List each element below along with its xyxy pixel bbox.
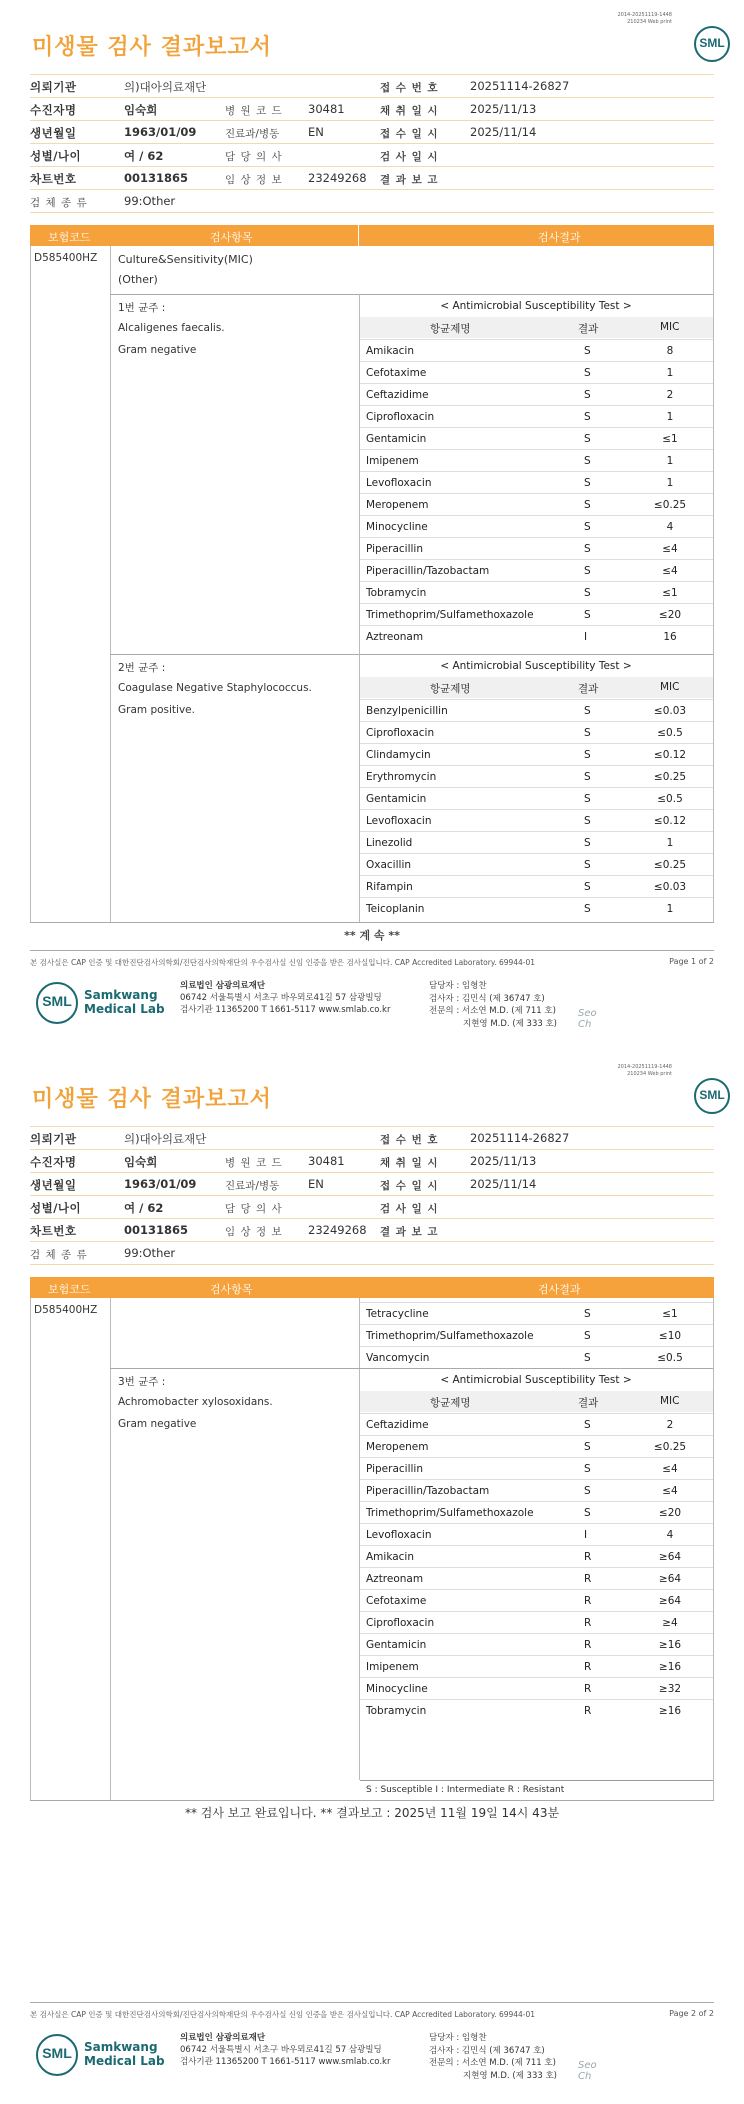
lab-address: 의료법인 삼광의료재단 06742 서울특별시 서초구 바우뫼로41길 57 삼광빌딩 검사기관 11365200 T 1661-5117 www.smlab.co.kr — [180, 981, 391, 1015]
susceptibility-result: S — [584, 477, 591, 489]
ast-title: < Antimicrobial Susceptibility Test > — [440, 1374, 632, 1386]
mic-value: ≥16 — [658, 1661, 682, 1673]
susceptibility-result: S — [584, 749, 591, 761]
table-row — [360, 1589, 713, 1612]
antibiotic-name: Piperacillin/Tazobactam — [366, 565, 490, 577]
antibiotic-name: Minocycline — [366, 521, 428, 533]
page-number: Page 2 of 2 — [669, 2009, 714, 2018]
table-row — [360, 1346, 713, 1369]
organism-3-name: Achromobacter xylosoxidans. — [118, 1396, 273, 1408]
lab-name: Samkwang Medical Lab — [84, 2040, 165, 2068]
mic-value: ≥16 — [658, 1639, 682, 1651]
table-row — [360, 875, 713, 898]
table-row — [360, 405, 713, 428]
mic-value: ≤1 — [662, 587, 678, 599]
mic-value: ≤0.12 — [653, 749, 687, 761]
organism-2-label: 2번 균주 : — [118, 662, 166, 674]
susceptibility-result: I — [584, 631, 588, 643]
susceptibility-result: S — [584, 815, 591, 827]
antibiotic-name: Gentamicin — [366, 1639, 427, 1651]
mic-value: ≤0.5 — [657, 727, 683, 739]
table-row — [360, 897, 713, 920]
mic-value: ≥64 — [658, 1551, 682, 1563]
mic-value: ≥16 — [658, 1705, 682, 1717]
mic-value: ≤4 — [662, 1485, 678, 1497]
antibiotic-name: Tobramycin — [366, 1705, 427, 1717]
antibiotic-name: Piperacillin — [366, 543, 423, 555]
table-row — [360, 361, 713, 384]
mic-value: ≤0.03 — [653, 705, 687, 717]
antibiotic-name: Cefotaxime — [366, 1595, 427, 1607]
susceptibility-result: S — [584, 345, 591, 357]
mic-value: ≤0.25 — [653, 1441, 687, 1453]
mic-value: 4 — [666, 1529, 674, 1541]
mic-value: ≥64 — [658, 1595, 682, 1607]
table-row — [360, 1501, 713, 1524]
table-row — [360, 383, 713, 406]
page-number: Page 1 of 2 — [669, 957, 714, 966]
susceptibility-result: S — [584, 499, 591, 511]
mic-value: ≤1 — [662, 433, 678, 445]
antibiotic-name: Ceftazidime — [366, 1419, 429, 1431]
antibiotic-name: Benzylpenicillin — [366, 705, 448, 717]
table-row — [360, 581, 713, 604]
table-row — [360, 427, 713, 450]
patient-info-table: 의뢰기관 의)대아의료재단 접 수 번 호 20251114-26827 수진자명 임숙희 병 원 코 드 30481 채 취 일 시 2025/11/13 생년월일 1963/01/09 진료과/병동 EN 접 수 일 시 2025/11/14 성별/나이 여 / 62 담 당 의 사 검 사 일 시 차트번호 00131865 임 상 정 보 23249268 결 과 보 고 검 체 종 류 99:Other — [30, 1126, 714, 1265]
mic-value: ≤0.5 — [657, 793, 683, 805]
antibiotic-name: Imipenem — [366, 1661, 419, 1673]
antibiotic-name: Vancomycin — [366, 1352, 430, 1364]
susceptibility-result: S — [584, 1485, 591, 1497]
antibiotic-name: Trimethoprim/Sulfamethoxazole — [366, 609, 534, 621]
table-row — [360, 1413, 713, 1436]
table-row — [360, 471, 713, 494]
antibiotic-name: Aztreonam — [366, 631, 424, 643]
susceptibility-result: R — [584, 1573, 592, 1585]
mic-value: ≤10 — [658, 1330, 682, 1342]
table-row — [360, 1633, 713, 1656]
result-table-header: 보험코드 검사항목 검사결과 — [30, 225, 714, 246]
mic-value: ≥4 — [662, 1617, 678, 1629]
mic-value: ≤4 — [662, 565, 678, 577]
antibiotic-name: Piperacillin — [366, 1463, 423, 1475]
mic-value: ≤20 — [658, 609, 682, 621]
table-row — [360, 765, 713, 788]
mic-value: ≥32 — [658, 1683, 682, 1695]
mic-value: 4 — [666, 521, 674, 533]
report-title: 미생물 검사 결과보고서 — [32, 35, 272, 60]
table-row — [360, 1611, 713, 1634]
organism-2-name: Coagulase Negative Staphylococcus. — [118, 682, 312, 694]
susceptibility-result: S — [584, 521, 591, 533]
table-row — [360, 1435, 713, 1458]
mic-value: ≤0.25 — [653, 771, 687, 783]
susceptibility-result: S — [584, 455, 591, 467]
table-row — [360, 625, 713, 648]
organism-3-label: 3번 균주 : — [118, 1376, 166, 1388]
print-stamp: 2014-20251119-1448 210234 Web print — [617, 1064, 672, 1077]
mic-value: ≤0.5 — [657, 1352, 683, 1364]
ast-column-header: 항균제명 결과 MIC — [360, 317, 713, 338]
sml-logo: SML — [694, 26, 730, 62]
susceptibility-result: S — [584, 433, 591, 445]
susceptibility-result: S — [584, 903, 591, 915]
mic-value: ≤0.12 — [653, 815, 687, 827]
lab-name: Samkwang Medical Lab — [84, 988, 165, 1016]
antibiotic-name: Teicoplanin — [366, 903, 425, 915]
report-complete-note: ** 검사 보고 완료입니다. ** 결과보고 : 2025년 11월 19일 14시 43분 — [184, 1806, 560, 1820]
mic-value: ≤4 — [662, 1463, 678, 1475]
organism-1-label: 1번 균주 : — [118, 302, 166, 314]
accreditation-note: 본 검사실은 CAP 인증 및 대한진단검사의학회/진단검사의학재단의 우수검사실 신임 인증을 받은 검사실입니다. CAP Accredited Laboratory. 69944-01 — [30, 958, 536, 967]
organism-1-gram: Gram negative — [118, 344, 197, 356]
antibiotic-name: Minocycline — [366, 1683, 428, 1695]
report-page-2 — [0, 1052, 744, 2104]
mic-value: 1 — [666, 455, 674, 467]
table-row — [360, 1677, 713, 1700]
table-row — [360, 1545, 713, 1568]
table-row — [360, 831, 713, 854]
susceptibility-result: S — [584, 793, 591, 805]
antibiotic-name: Imipenem — [366, 455, 419, 467]
ast-title: < Antimicrobial Susceptibility Test > — [440, 300, 632, 312]
table-row — [360, 493, 713, 516]
table-row — [360, 809, 713, 832]
table-row — [360, 853, 713, 876]
susceptibility-result: R — [584, 1551, 592, 1563]
table-row — [360, 1302, 713, 1325]
mic-value: 8 — [666, 345, 674, 357]
sml-logo: SML — [694, 1078, 730, 1114]
antibiotic-name: Trimethoprim/Sulfamethoxazole — [366, 1507, 534, 1519]
antibiotic-name: Rifampin — [366, 881, 413, 893]
result-legend: S : Susceptible I : Intermediate R : Resistant — [366, 1785, 565, 1795]
result-table-header: 보험코드 검사항목 검사결과 — [30, 1277, 714, 1298]
table-row — [360, 1655, 713, 1678]
organism-1-name: Alcaligenes faecalis. — [118, 322, 225, 334]
test-name: Culture&Sensitivity(MIC) — [118, 253, 253, 266]
susceptibility-result: R — [584, 1683, 592, 1695]
table-row — [360, 1567, 713, 1590]
susceptibility-result: S — [584, 587, 591, 599]
table-row — [360, 449, 713, 472]
susceptibility-result: S — [584, 1507, 591, 1519]
table-row — [360, 699, 713, 722]
antibiotic-name: Gentamicin — [366, 433, 427, 445]
susceptibility-result: S — [584, 1419, 591, 1431]
antibiotic-name: Cefotaxime — [366, 367, 427, 379]
susceptibility-result: R — [584, 1661, 592, 1673]
susceptibility-result: S — [584, 1463, 591, 1475]
antibiotic-name: Clindamycin — [366, 749, 431, 761]
susceptibility-result: S — [584, 609, 591, 621]
table-row — [360, 559, 713, 582]
antibiotic-name: Levofloxacin — [366, 477, 432, 489]
susceptibility-result: S — [584, 859, 591, 871]
mic-value: ≤1 — [662, 1308, 678, 1320]
susceptibility-result: R — [584, 1705, 592, 1717]
table-row — [360, 339, 713, 362]
antibiotic-name: Ciprofloxacin — [366, 727, 435, 739]
ast-title: < Antimicrobial Susceptibility Test > — [440, 660, 632, 672]
antibiotic-name: Piperacillin/Tazobactam — [366, 1485, 490, 1497]
ast-column-header: 항균제명 결과 MIC — [360, 677, 713, 698]
susceptibility-result: S — [584, 881, 591, 893]
susceptibility-result: S — [584, 1441, 591, 1453]
continued-note: ** 계 속 ** — [344, 929, 400, 942]
susceptibility-result: S — [584, 837, 591, 849]
antibiotic-name: Amikacin — [366, 345, 415, 357]
samkwang-logo: SML — [36, 982, 81, 1024]
antibiotic-name: Gentamicin — [366, 793, 427, 805]
mic-value: ≤0.25 — [653, 859, 687, 871]
accreditation-note: 본 검사실은 CAP 인증 및 대한진단검사의학회/진단검사의학재단의 우수검사실 신임 인증을 받은 검사실입니다. CAP Accredited Laboratory. 69944-01 — [30, 2010, 536, 2019]
susceptibility-result: I — [584, 1529, 588, 1541]
antibiotic-name: Oxacillin — [366, 859, 412, 871]
mic-value: ≤4 — [662, 543, 678, 555]
antibiotic-name: Linezolid — [366, 837, 413, 849]
report-title: 미생물 검사 결과보고서 — [32, 1087, 272, 1112]
susceptibility-result: S — [584, 771, 591, 783]
susceptibility-result: S — [584, 1330, 591, 1342]
table-row — [360, 603, 713, 626]
organism-2-gram: Gram positive. — [118, 704, 195, 716]
susceptibility-result: S — [584, 389, 591, 401]
mic-value: 1 — [666, 903, 674, 915]
antibiotic-name: Ciprofloxacin — [366, 1617, 435, 1629]
antibiotic-name: Ceftazidime — [366, 389, 429, 401]
table-row — [360, 1324, 713, 1347]
antibiotic-name: Levofloxacin — [366, 815, 432, 827]
antibiotic-name: Ciprofloxacin — [366, 411, 435, 423]
susceptibility-result: S — [584, 705, 591, 717]
mic-value: ≤20 — [658, 1507, 682, 1519]
table-row — [360, 721, 713, 744]
table-row — [360, 1523, 713, 1546]
insurance-code: D585400HZ — [34, 252, 98, 264]
signature: Seo Ch — [578, 2060, 597, 2082]
mic-value: 16 — [663, 631, 677, 643]
samkwang-logo: SML — [36, 2034, 81, 2076]
lab-staff: 담당자 : 임형찬 검사자 : 김민식 (제 36747 호) 전문의 : 서소연 M.D. (제 711 호) 지현영 M.D. (제 333 호) — [429, 981, 558, 1029]
table-row — [360, 1457, 713, 1480]
antibiotic-name: Erythromycin — [366, 771, 437, 783]
mic-value: 1 — [666, 411, 674, 423]
antibiotic-name: Tetracycline — [366, 1308, 429, 1320]
table-row — [360, 743, 713, 766]
mic-value: 2 — [666, 389, 674, 401]
susceptibility-result: S — [584, 543, 591, 555]
ast-column-header: 항균제명 결과 MIC — [360, 1391, 713, 1412]
organism-3-gram: Gram negative — [118, 1418, 197, 1430]
table-row — [360, 1699, 713, 1722]
antibiotic-name: Trimethoprim/Sulfamethoxazole — [366, 1330, 534, 1342]
table-row — [360, 515, 713, 538]
antibiotic-name: Tobramycin — [366, 587, 427, 599]
mic-value: ≤0.03 — [653, 881, 687, 893]
susceptibility-result: S — [584, 727, 591, 739]
susceptibility-result: S — [584, 411, 591, 423]
antibiotic-name: Aztreonam — [366, 1573, 424, 1585]
signature: Seo Ch — [578, 1008, 597, 1030]
susceptibility-result: S — [584, 1352, 591, 1364]
antibiotic-name: Amikacin — [366, 1551, 415, 1563]
mic-value: 1 — [666, 477, 674, 489]
table-row — [360, 1479, 713, 1502]
mic-value: 1 — [666, 367, 674, 379]
susceptibility-result: S — [584, 565, 591, 577]
lab-address: 의료법인 삼광의료재단 06742 서울특별시 서초구 바우뫼로41길 57 삼광빌딩 검사기관 11365200 T 1661-5117 www.smlab.co.kr — [180, 2033, 391, 2067]
antibiotic-name: Meropenem — [366, 1441, 429, 1453]
antibiotic-name: Meropenem — [366, 499, 429, 511]
test-specimen: (Other) — [118, 273, 158, 286]
susceptibility-result: R — [584, 1595, 592, 1607]
antibiotic-name: Levofloxacin — [366, 1529, 432, 1541]
susceptibility-result: R — [584, 1617, 592, 1629]
mic-value: 2 — [666, 1419, 674, 1431]
table-row — [360, 787, 713, 810]
mic-value: 1 — [666, 837, 674, 849]
mic-value: ≤0.25 — [653, 499, 687, 511]
susceptibility-result: S — [584, 367, 591, 379]
lab-staff: 담당자 : 임형찬 검사자 : 김민식 (제 36747 호) 전문의 : 서소연 M.D. (제 711 호) 지현영 M.D. (제 333 호) — [429, 2033, 558, 2081]
mic-value: ≥64 — [658, 1573, 682, 1585]
susceptibility-result: S — [584, 1308, 591, 1320]
insurance-code: D585400HZ — [34, 1304, 98, 1316]
table-row — [360, 537, 713, 560]
susceptibility-result: R — [584, 1639, 592, 1651]
print-stamp: 2014-20251119-1448 210234 Web print — [617, 12, 672, 25]
patient-info-table: 의뢰기관 의)대아의료재단 접 수 번 호 20251114-26827 수진자명 임숙희 병 원 코 드 30481 채 취 일 시 2025/11/13 생년월일 1963/01/09 진료과/병동 EN 접 수 일 시 2025/11/14 성별/나이 여 / 62 담 당 의 사 검 사 일 시 차트번호 00131865 임 상 정 보 23249268 결 과 보 고 검 체 종 류 99:Other — [30, 74, 714, 213]
